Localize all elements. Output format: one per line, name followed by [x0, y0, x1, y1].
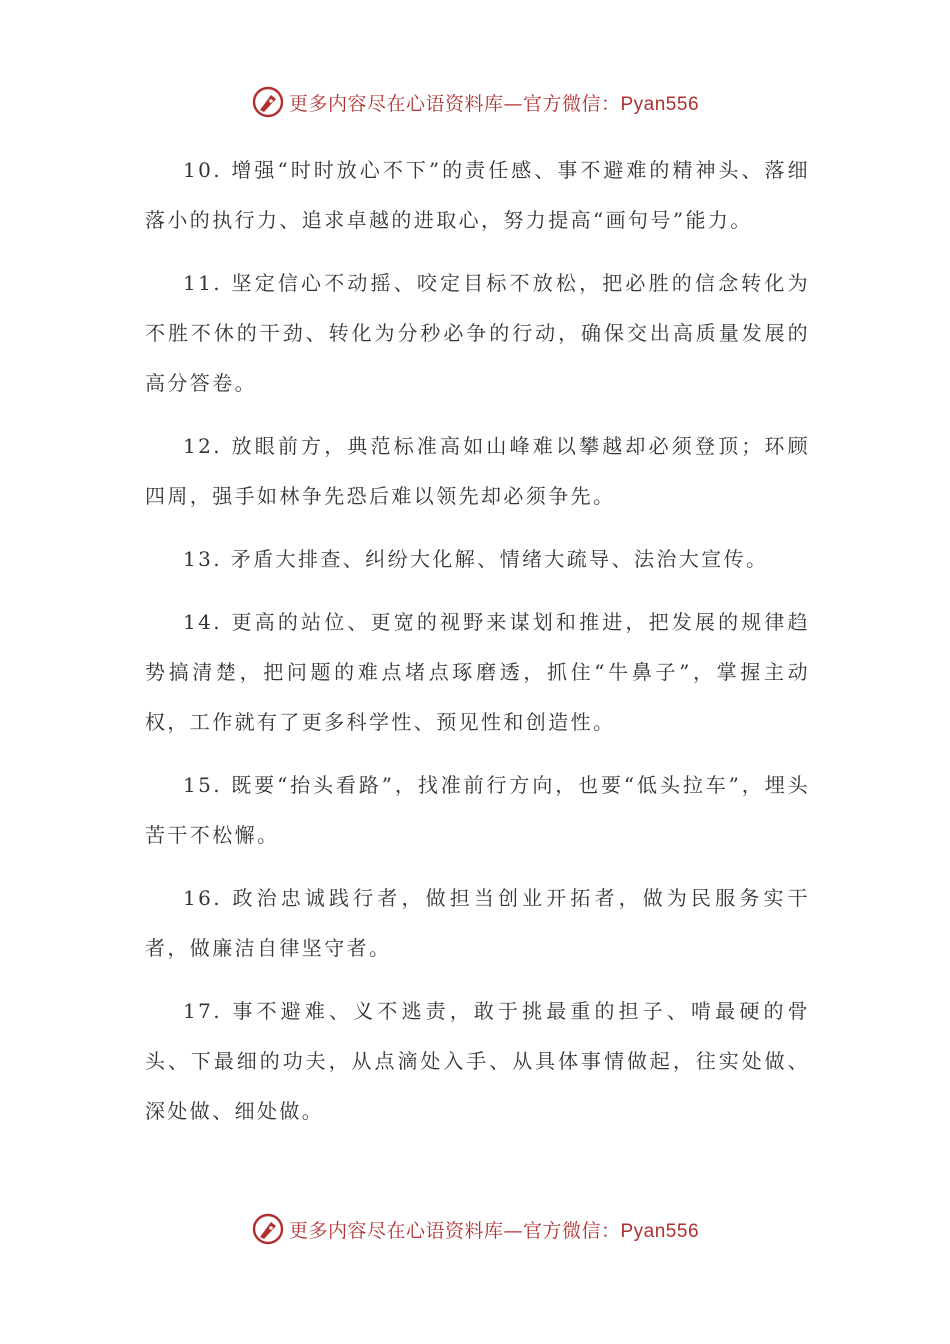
paragraph-14: 14. 更高的站位、更宽的视野来谋划和推进，把发展的规律趋势搞清楚，把问题的难点堵点琢磨透，抓住“牛鼻子”，掌握主动权，工作就有了更多科学性、预见性和创造性。: [145, 610, 810, 734]
document-body: [145, 145, 810, 1149]
paragraph-15: 15. 既要“抬头看路”，找准前行方向，也要“低头拉车”，埋头苦干不松懈。: [145, 773, 810, 847]
banner-text: 更多内容尽在心语资料库—官方微信：Pyan556: [288, 92, 700, 115]
pen-nib-icon: [251, 85, 285, 119]
header-banner: [0, 82, 950, 122]
banner-text: 更多内容尽在心语资料库—官方微信：Pyan556: [288, 1219, 700, 1242]
paragraph-13: 13. 矛盾大排查、纠纷大化解、情绪大疏导、法治大宣传。: [183, 547, 769, 571]
paragraph-10: 10. 增强“时时放心不下”的责任感、事不避难的精神头、落细落小的执行力、追求卓越的进取心，努力提高“画句号”能力。: [145, 158, 810, 232]
pen-nib-icon: [251, 1212, 285, 1246]
paragraph-11: 11. 坚定信心不动摇、咬定目标不放松，把必胜的信念转化为不胜不休的干劲、转化为分秒必争的行动，确保交出高质量发展的高分答卷。: [145, 271, 810, 395]
paragraph-16: 16. 政治忠诚践行者，做担当创业开拓者，做为民服务实干者，做廉洁自律坚守者。: [145, 886, 810, 960]
footer-banner: [0, 1209, 950, 1249]
paragraph-17: 17. 事不避难、义不逃责，敢于挑最重的担子、啃最硬的骨头、下最细的功夫，从点滴处入手、从具体事情做起，往实处做、深处做、细处做。: [145, 999, 810, 1123]
paragraph-12: 12. 放眼前方，典范标准高如山峰难以攀越却必须登顶；环顾四周，强手如林争先恐后难以领先却必须争先。: [145, 434, 810, 508]
